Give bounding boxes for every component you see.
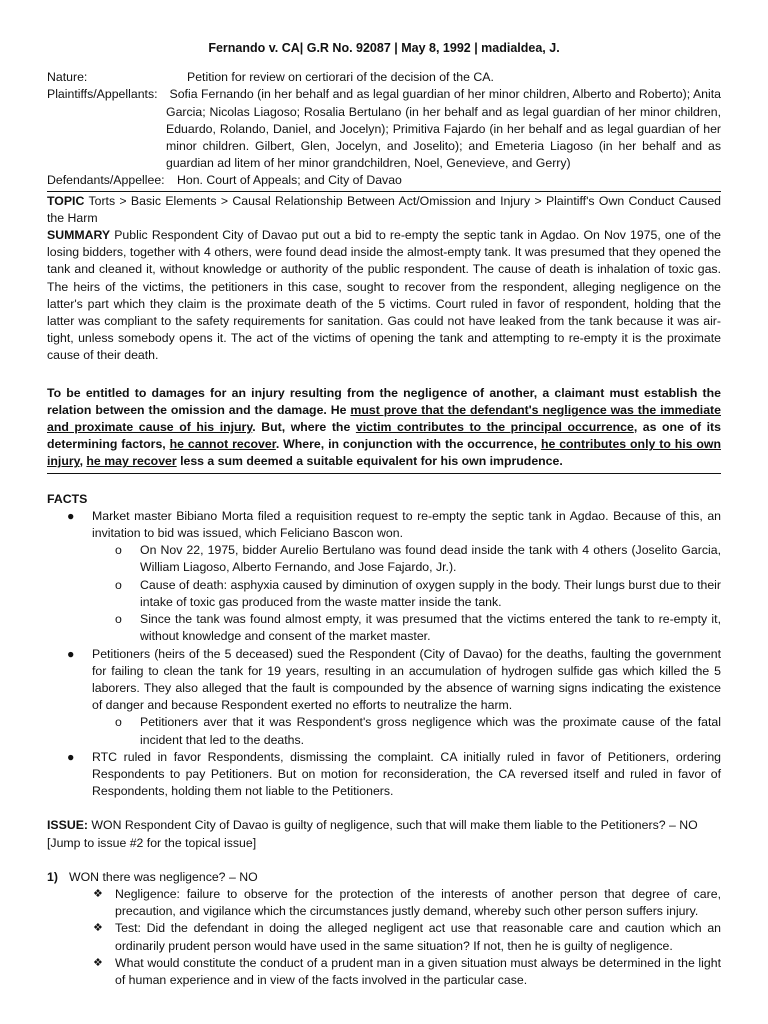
- facts-list: [47, 508, 721, 800]
- facts-item-text: Petitioners (heirs of the 5 deceased) sued the Respondent (City of Davao) for the deaths, faulting the government for failing to clean the tank for 19 years, resulting in an accumulation of hydrogen sulfide gas which killed the 5 laborers. They also alleged that the fault is compounded by the absence of warning signs indicating the existence of danger and because Respondent exerted no efforts to neutralize the harm.: [92, 646, 721, 713]
- topic-section: [47, 193, 721, 227]
- facts-heading: FACTS: [47, 491, 88, 506]
- diamond-bullet-icon: ❖: [93, 956, 103, 969]
- bullet-circle-icon: o: [115, 715, 122, 730]
- diamond-bullet-icon: ❖: [93, 887, 103, 900]
- topic-value: Torts > Basic Elements > Causal Relationship Between Act/Omission and Injury > Plaintiff's Own Conduct Caused the Harm: [47, 193, 721, 225]
- facts-sublist: [92, 542, 721, 645]
- sub-issue-heading: [47, 869, 721, 886]
- sub-issue-number: 1): [47, 869, 58, 884]
- facts-subitem-text: Petitioners aver that it was Respondent's gross negligence which was the proximate cause of the fatal incident that led to the deaths.: [140, 715, 721, 747]
- doctrine-underline-4: he contributes only to his own injury: [47, 437, 721, 469]
- issue-value: WON Respondent City of Davao is guilty of negligence, such that will make them liable to the Petitioners? – NO: [91, 818, 698, 833]
- topic-label: TOPIC: [47, 193, 85, 208]
- doctrine-text-2: . But, where the: [252, 420, 351, 435]
- summary-label: SUMMARY: [47, 228, 111, 243]
- facts-subitem: [92, 714, 721, 748]
- doctrine-text-1: To be entitled to damages for an injury resulting from the negligence of another, a claimant must establish the relation between the omission and the damage. He: [47, 385, 721, 417]
- defendants-row: [47, 172, 721, 191]
- sub-issue-item: [47, 886, 721, 920]
- nature-row: [47, 69, 721, 86]
- doctrine-section: [47, 385, 721, 474]
- bullet-circle-icon: o: [115, 577, 122, 592]
- sub-issue-item: [47, 920, 721, 954]
- facts-item-text: Market master Bibiano Morta filed a requisition request to re-empty the septic tank in Agdao. Because of this, an invitation to bid was issued, which Feliciano Bascon won.: [92, 508, 721, 541]
- facts-item: [47, 508, 721, 646]
- issue-section: [47, 817, 721, 834]
- facts-subitem: [92, 577, 721, 611]
- bullet-dot-icon: ●: [67, 749, 75, 764]
- sub-issue-text: WON there was negligence? – NO: [69, 869, 258, 884]
- plaintiffs-row: [47, 86, 721, 172]
- defendants-value: Hon. Court of Appeals; and City of Davao: [177, 173, 402, 188]
- bullet-dot-icon: ●: [67, 508, 75, 523]
- facts-item: [47, 749, 721, 801]
- issue-label: ISSUE:: [47, 818, 88, 833]
- doctrine-underline-2: victim contributes to the principal occurrence: [355, 420, 634, 435]
- doctrine-text-3: , as one of its determining factors,: [47, 420, 721, 452]
- facts-subitem-text: On Nov 22, 1975, bidder Aurelio Bertulano was found dead inside the tank with 4 others (Joselito Garcia, William Liagoso, Alberto Fernando, and Jose Fajardo, Jr.).: [140, 543, 721, 575]
- summary-section: [47, 227, 721, 365]
- doctrine-underline-3: he cannot recover: [169, 437, 276, 452]
- doctrine-underline-5: he may recover: [86, 454, 177, 469]
- nature-label: Nature:: [47, 70, 88, 85]
- doctrine-text-4: . Where, in conjunction with the occurrence,: [275, 437, 538, 452]
- facts-subitem: [92, 542, 721, 576]
- facts-sublist: [92, 714, 721, 748]
- summary-value: Public Respondent City of Davao put out a bid to re-empty the septic tank in Agdao. On Nov 1975, one of the losing bidders, together with 4 others, were found dead inside the almost-empty tank. It was presumed that they opened the tank and cleaned it, without knowledge or authority of the public respondent. The cause of death is inhalation of toxic gas. The heirs of the victims, the petitioners in this case, sought to recover from the respondent, alleging negligence on the latter's part which they claim is the proximate death of the 5 victims. Court ruled in favor of respondent, holding that the latter was compliant to the safety requirements for sanitation. Gas could not have leaked from the tank because it was air-tight, unless somebody opens it. The act of the victims of opening the tank and attempting to re-empty it is the proximate cause of their death.: [47, 228, 721, 363]
- facts-item: [47, 646, 721, 749]
- sub-issue-item-text: Test: Did the defendant in doing the alleged negligent act use that reasonable care and caution which an ordinarily prudent person would have used in the same situation? If not, then he is guilty of negligence.: [115, 921, 721, 953]
- bullet-dot-icon: ●: [67, 646, 75, 661]
- sub-issue-item: [47, 955, 721, 989]
- doctrine-underline-1: must prove that the defendant's negligence was the immediate and proximate cause of his injury: [47, 402, 721, 435]
- facts-subitem-text: Cause of death: asphyxia caused by diminution of oxygen supply in the body. Their lungs burst due to their intake of toxic gas produced from the waste matter inside the tank.: [140, 577, 721, 609]
- sub-issue-item-text: What would constitute the conduct of a prudent man in a given situation must always be determined in the light of human experience and in view of the facts involved in the particular case.: [115, 955, 721, 987]
- diamond-bullet-icon: ❖: [93, 922, 103, 935]
- sub-issue-item-text: Negligence: failure to observe for the protection of the interests of another person that degree of care, precaution, and vigilance which the circumstances justly demand, whereby such other person suffers injury.: [115, 886, 721, 919]
- doctrine-text-5: ,: [79, 454, 83, 469]
- nature-value: Petition for review on certiorari of the decision of the CA.: [187, 70, 494, 85]
- defendants-label: Defendants/Appellee:: [47, 173, 165, 188]
- bullet-circle-icon: o: [115, 612, 122, 627]
- plaintiffs-value: Sofia Fernando (in her behalf and as legal guardian of her minor children, Alberto and Roberto); Anita Garcia; Nicolas Liagoso; Rosalia Bertulano (in her behalf and as legal guardian of her minor children, Eduardo, Rolando, Daniel, and Jocelyn); Primitiva Fajardo (in her behalf and as legal guardian of her minor children. Gilbert, Glen, Jocelyn, and Joselito); and Emeteria Liagoso (in her behalf and as guardian ad litem of her minor grandchildren, Noel, Genevieve, and Gerry): [166, 87, 721, 171]
- doctrine-text-6: less a sum deemed a suitable equivalent for his own imprudence.: [180, 454, 563, 469]
- plaintiffs-label: Plaintiffs/Appellants:: [47, 87, 158, 102]
- issue-note: [Jump to issue #2 for the topical issue]: [47, 835, 257, 850]
- facts-subitem-text: Since the tank was found almost empty, it was presumed that the victims entered the tank to re-empty it, without knowledge and consent of the market master.: [140, 612, 721, 644]
- case-title: Fernando v. CA| G.R No. 92087 | May 8, 1992 | madialdea, J.: [208, 41, 560, 55]
- bullet-circle-icon: o: [115, 543, 122, 558]
- facts-subitem: [92, 611, 721, 645]
- facts-item-text: RTC ruled in favor Respondents, dismissing the complaint. CA initially ruled in favor of Petitioners, ordering Respondents to pay Petitioners. But on motion for reconsideration, the CA reversed itself and ruled in favor of Respondents, holding them not liable to the Petitioners.: [92, 749, 721, 799]
- sub-issue-list: [47, 886, 721, 989]
